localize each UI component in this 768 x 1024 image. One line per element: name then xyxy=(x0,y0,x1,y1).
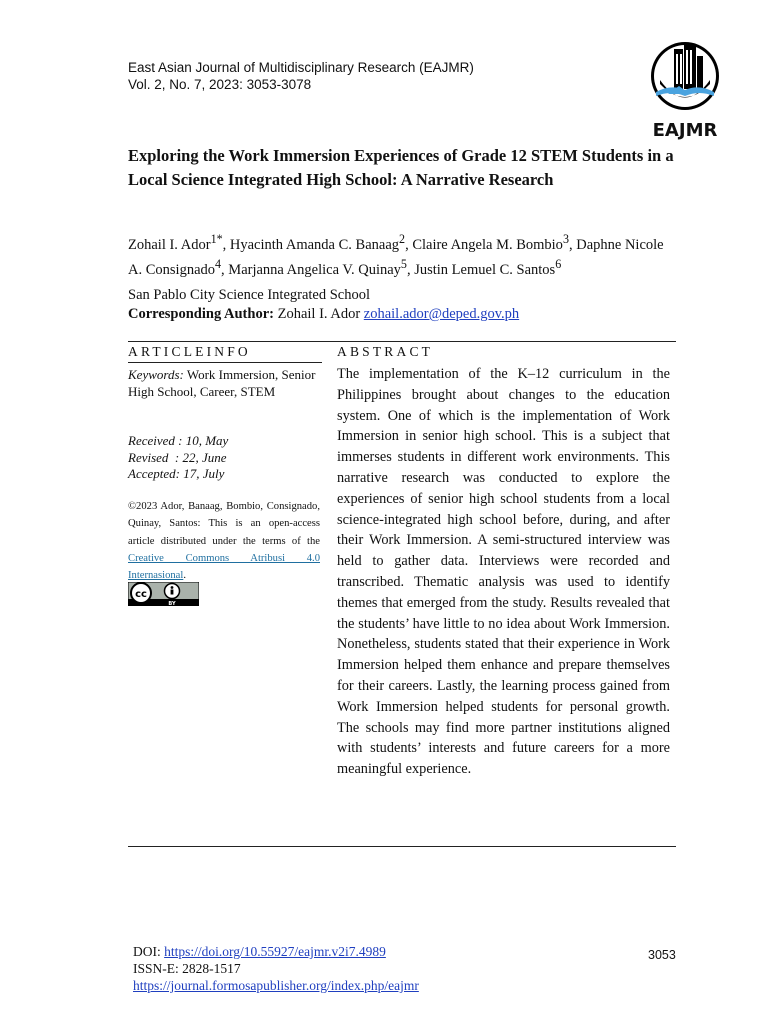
author-name: Zohail I. Ador xyxy=(128,236,211,253)
abstract-heading: ABSTRACT xyxy=(337,344,434,359)
attribution-icon xyxy=(171,586,174,594)
author-name: Hyacinth Amanda C. Banaag xyxy=(229,236,400,253)
eajmr-logo xyxy=(646,40,724,140)
license-end: . xyxy=(183,570,186,582)
received-date: Received : 10, May xyxy=(128,433,229,448)
journal-volume-info: Vol. 2, No. 7, 2023: 3053-3078 xyxy=(128,77,312,92)
divider-article-info xyxy=(128,362,322,363)
journal-name: East Asian Journal of Multidisciplinary Research (EAJMR) xyxy=(128,60,474,75)
journal-website-line xyxy=(133,977,419,994)
author-affiliation-mark: 6 xyxy=(555,257,562,272)
corresponding-name: Zohail I. Ador xyxy=(277,306,361,322)
corresponding-email-link[interactable]: zohail.ador@deped.gov.ph xyxy=(363,306,520,322)
keywords-value: Work Immersion, Senior High School, Career, STEM xyxy=(128,367,316,399)
corresponding-label: Corresponding Author: xyxy=(128,306,274,322)
abstract-text: The implementation of the K–12 curriculum in the Philippines brought about changes to the education system. One of which is the implementation of Work Immersion in senior high school. This is a subject that immerses students in different work environments. This narrative research was conducted to explore the experiences of senior high school students from a local science-integrated high school before, during, and after their Work Immersion. A semi-structured interview was held to gather data. Interviews were recorded and transcribed. Thematic analysis was used to identify themes that emerged from the study. Results revealed that the students’ have little to no idea about Work Immersion. Nonetheless, students stated that their experience in Work Immersion helped them enhance and prepare themselves for their careers. Lastly, the learning process gained from Work Immersion helped students for personal growth. The schools may find more partner institutions aligned with students’ interests and future careers for a more meaningful experience. xyxy=(337,366,670,778)
badge-label: BY xyxy=(168,601,176,606)
affiliation: San Pablo City Science Integrated School xyxy=(128,287,371,303)
issn: ISSN-E: 2828-1517 xyxy=(133,961,241,976)
author-name: Claire Angela M. Bombio xyxy=(412,236,563,253)
author-name: Daphne Nicole A. Consignado xyxy=(128,236,664,279)
doi-label: DOI: xyxy=(133,944,161,959)
doi-link[interactable]: https://doi.org/10.55927/eajmr.v2i7.4989 xyxy=(164,944,386,959)
author-affiliation-mark: 5 xyxy=(400,257,407,272)
cc-icon: cc xyxy=(135,589,147,600)
article-title: Exploring the Work Immersion Experiences of Grade 12 STEM Students in a Local Science Integrated High School: A Narrative Research xyxy=(128,146,674,189)
revised-date: Revised : 22, June xyxy=(128,449,227,465)
page-number: 3053 xyxy=(648,948,676,962)
keywords xyxy=(128,366,322,400)
divider-bottom xyxy=(128,846,676,847)
cc-by-badge[interactable] xyxy=(128,582,199,606)
logo-text: EAJMR xyxy=(652,120,718,140)
license-text: ©2023 Ador, Banaag, Bombio, Consignado, Quinay, Santos: This is an open-access article distributed under the terms of the xyxy=(128,501,320,547)
author-affiliation-mark: 3 xyxy=(562,232,569,246)
journal-website-link[interactable]: https://journal.formosapublisher.org/index.php/eajmr xyxy=(133,978,419,993)
accepted-date: Accepted: 17, July xyxy=(128,466,225,481)
license-statement xyxy=(128,498,320,584)
author-affiliation-mark: 1* xyxy=(210,232,223,246)
article-info-heading: ARTICLEINFO xyxy=(128,344,251,359)
author-name: Justin Lemuel C. Santos xyxy=(414,262,556,279)
author-name: Marjanna Angelica V. Quinay xyxy=(228,262,401,279)
corresponding-author xyxy=(128,305,519,324)
creative-commons-link[interactable]: Creative Commons Atribusi 4.0 Internasional xyxy=(128,552,320,582)
divider-top xyxy=(128,341,676,342)
article-dates xyxy=(128,433,228,483)
author-list: Zohail I. Ador$^{1*}$, Hyacinth Amanda C. Banaag$^2$, Claire Angela M. Bombio$^3$, Daphne Nicole A. Consignado$^4$, Marjanna Angelica V. Quinay$^5$, Justin Lemuel C. Santos$^6$ xyxy=(128,232,664,279)
author-affiliation-mark: 2 xyxy=(399,232,406,246)
keywords-label: Keywords: xyxy=(128,367,184,382)
doi-line xyxy=(133,943,386,960)
author-affiliation-mark: 4 xyxy=(215,257,222,272)
